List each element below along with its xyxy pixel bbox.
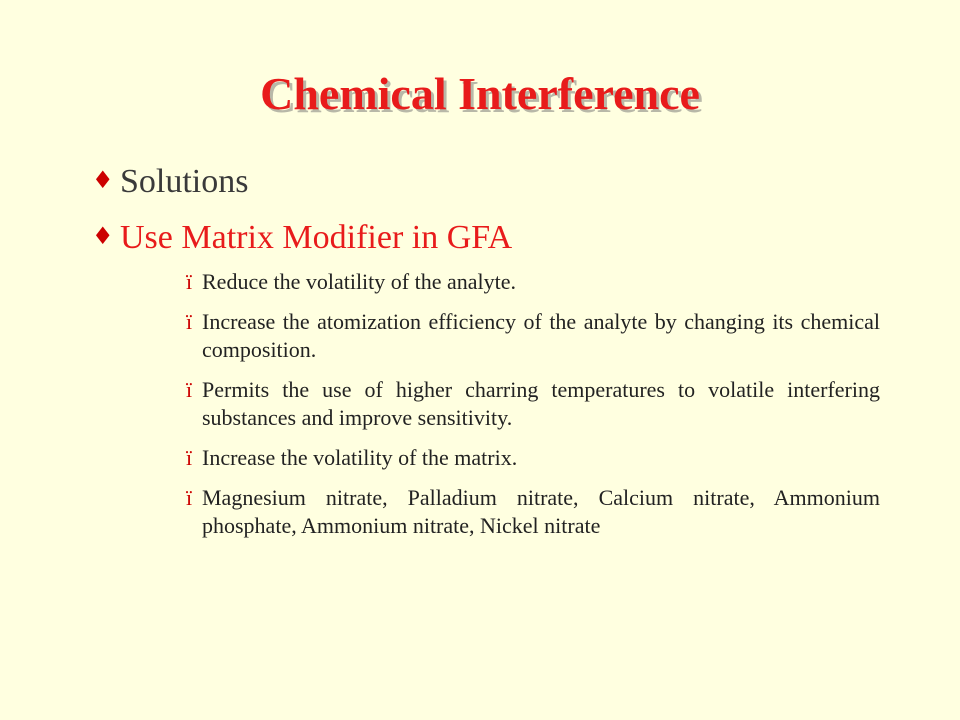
sub-bullet-icon: ï [186, 309, 193, 334]
bullet-solutions [92, 160, 248, 202]
diamond-bullet-icon: ♦ [92, 166, 114, 194]
sub-bullet-text: Permits the use of higher charring temperatures to volatile interfering substances and improve sensitivity. [202, 377, 880, 430]
sub-bullet-icon: ï [186, 269, 193, 294]
bullet-matrix-modifier [92, 216, 512, 258]
sub-bullet-reduce-volatility [186, 268, 880, 296]
sub-bullet-text: Magnesium nitrate, Palladium nitrate, Calcium nitrate, Ammonium phosphate, Ammonium nitrate, Nickel nitrate [202, 485, 880, 538]
sub-bullet-text: Increase the volatility of the matrix. [202, 445, 518, 470]
sub-bullet-modifier-examples [186, 484, 880, 540]
sub-bullet-text: Increase the atomization efficiency of the analyte by changing its chemical composition. [202, 309, 880, 362]
bullet-text: Use Matrix Modifier in GFA [120, 219, 513, 256]
sub-bullet-icon: ï [186, 445, 193, 470]
sub-bullet-icon: ï [186, 377, 193, 402]
bullet-text: Solutions [120, 163, 249, 200]
sub-bullet-matrix-volatility [186, 444, 880, 472]
slide-title: Chemical Interference [260, 68, 700, 119]
sub-bullet-text: Reduce the volatility of the analyte. [202, 269, 517, 294]
sub-bullet-charring-temperatures [186, 376, 880, 432]
sub-bullet-icon: ï [186, 485, 193, 510]
sub-bullet-list [186, 268, 880, 552]
diamond-bullet-icon: ♦ [92, 222, 114, 250]
sub-bullet-atomization-efficiency [186, 308, 880, 364]
